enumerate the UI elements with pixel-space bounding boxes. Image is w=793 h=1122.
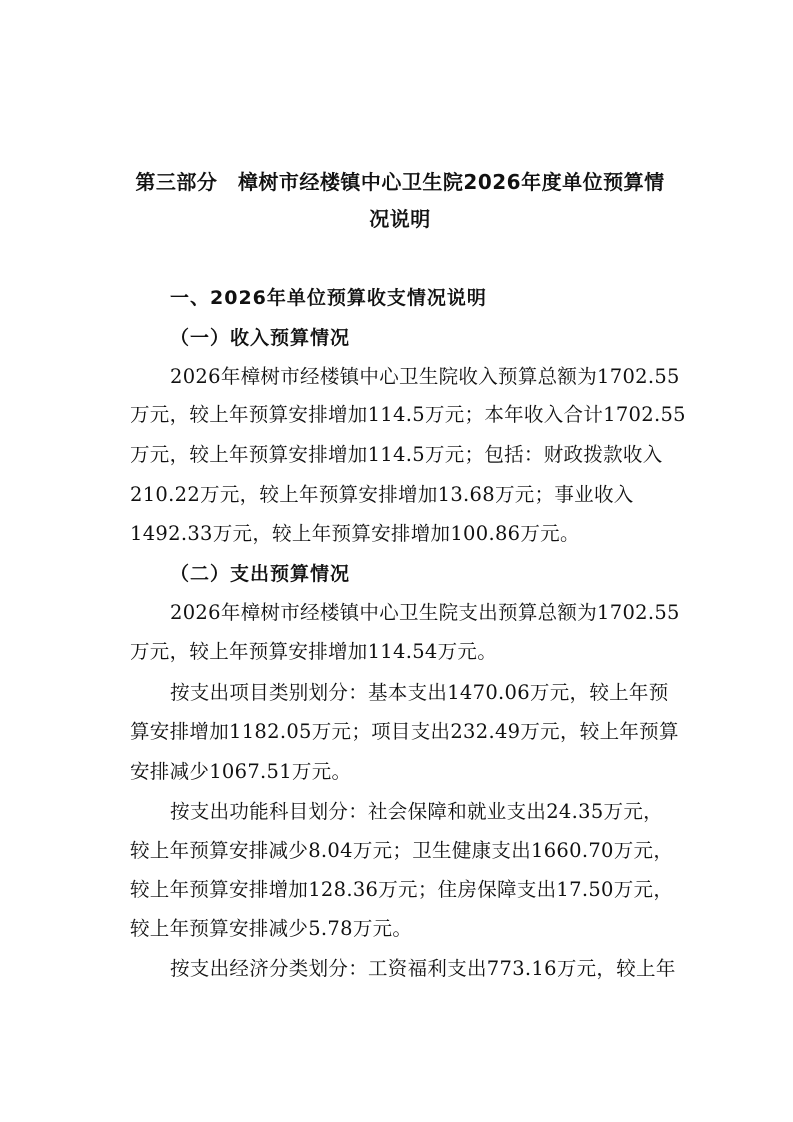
subsection-heading-income: （一）收入预算情况 — [170, 327, 351, 349]
paragraph-line: 按支出项目类别划分：基本支出1470.06万元，较上年预 — [170, 681, 669, 704]
paragraph-line: 按支出经济分类划分：工资福利支出773.16万元，较上年 — [170, 957, 676, 980]
paragraph-line: 2026年樟树市经楼镇中心卫生院支出预算总额为1702.55 — [170, 601, 680, 624]
paragraph-line: 1492.33万元，较上年预算安排增加100.86万元。 — [130, 522, 580, 545]
paragraph-line: 较上年预算安排增加128.36万元；住房保障支出17.50万元， — [130, 878, 674, 901]
paragraph-line: 算安排增加1182.05万元；项目支出232.49万元，较上年预算 — [130, 720, 679, 743]
section-heading: 一、2026年单位预算收支情况说明 — [170, 287, 487, 309]
paragraph-line: 按支出功能科目划分：社会保障和就业支出24.35万元， — [170, 800, 663, 823]
subsection-heading-expenditure: （二）支出预算情况 — [170, 563, 351, 585]
document-title-line2: 况说明 — [369, 207, 431, 231]
paragraph-line: 安排减少1067.51万元。 — [130, 760, 352, 783]
paragraph-line: 万元，较上年预算安排增加114.54万元。 — [130, 640, 498, 663]
paragraph-line: 万元，较上年预算安排增加114.5万元；本年收入合计1702.55 — [130, 403, 686, 426]
paragraph-line: 较上年预算安排减少5.78万元。 — [130, 917, 413, 940]
paragraph-line: 210.22万元，较上年预算安排增加13.68万元；事业收入 — [130, 483, 634, 506]
paragraph-line: 较上年预算安排减少8.04万元；卫生健康支出1660.70万元， — [130, 839, 674, 862]
document-title-line1: 第三部分 樟树市经楼镇中心卫生院2026年度单位预算情 — [135, 170, 665, 194]
paragraph-line: 2026年樟树市经楼镇中心卫生院收入预算总额为1702.55 — [170, 365, 680, 388]
paragraph-line: 万元，较上年预算安排增加114.5万元；包括：财政拨款收入 — [130, 443, 663, 466]
